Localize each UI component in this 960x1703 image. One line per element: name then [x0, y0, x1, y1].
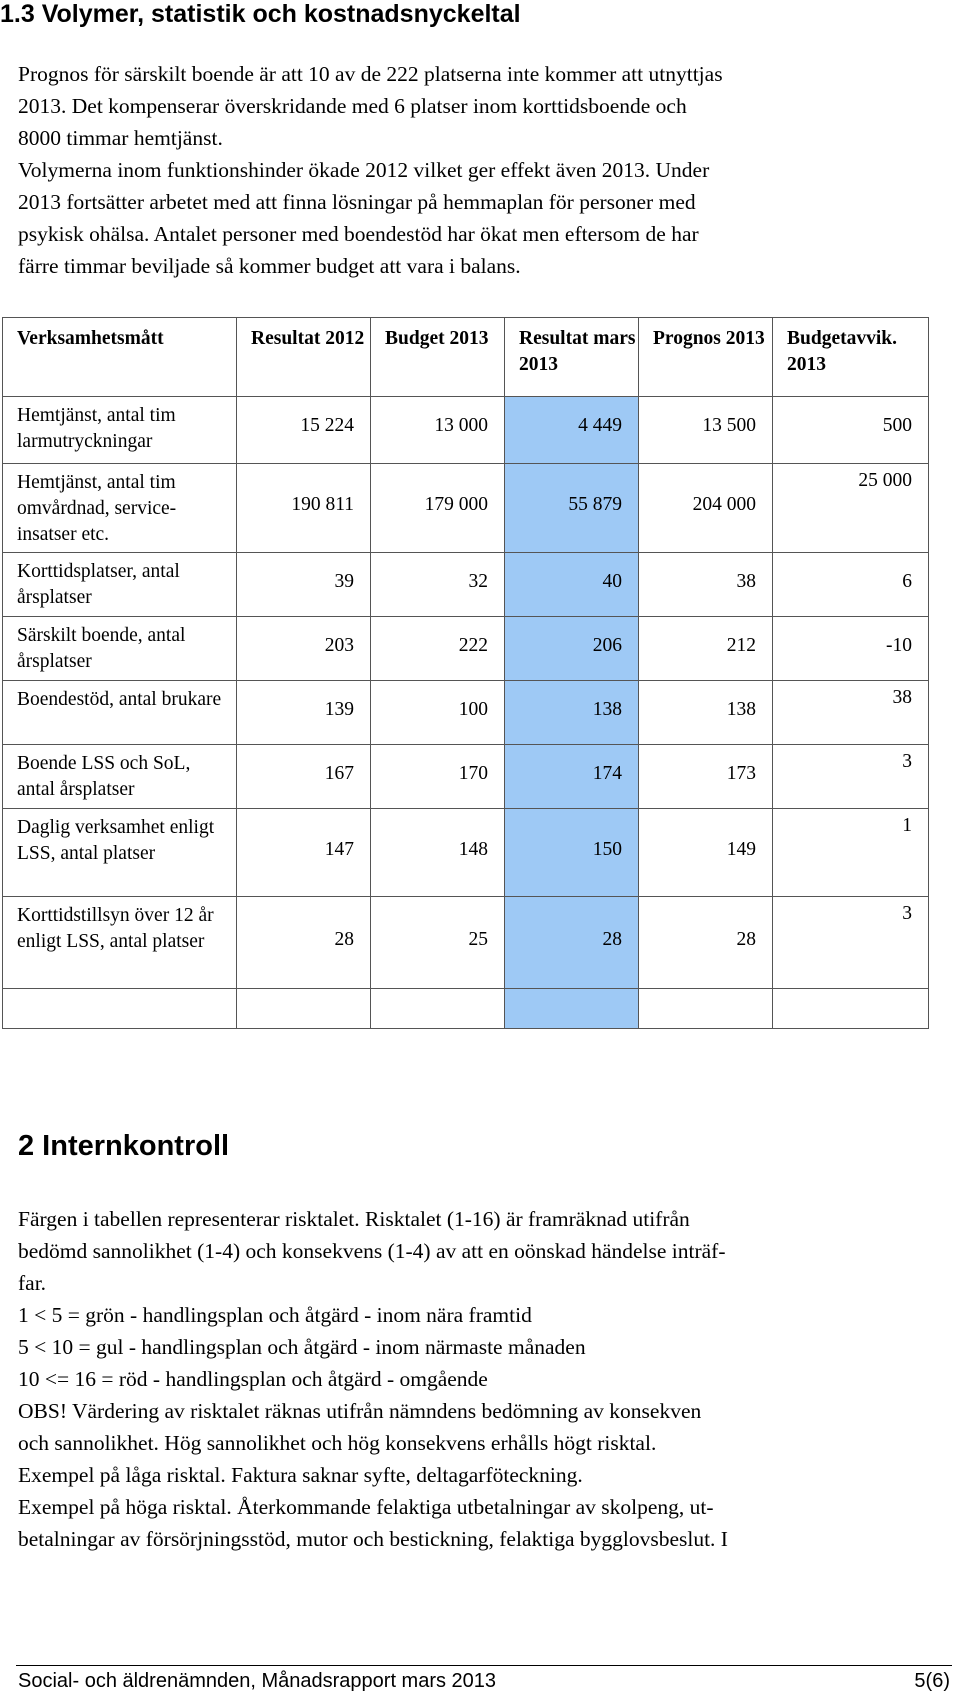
value-budgetavvik-2013: 3 [773, 745, 929, 809]
value-budgetavvik-2013: 25 000 [773, 464, 929, 553]
value-budgetavvik-2013: 3 [773, 897, 929, 989]
value-budget-2013: 222 [371, 617, 505, 681]
value-budgetavvik-2013: 500 [773, 397, 929, 464]
section-title: 1.3 Volymer, statistik och kostnadsnyckeltal [0, 0, 521, 28]
value-resultat-mars-2013: 174 [505, 745, 639, 809]
value-resultat-mars-2013: 150 [505, 809, 639, 897]
table-empty-row [3, 989, 929, 1029]
table-row [3, 681, 929, 745]
paragraph-line: 10 <= 16 = röd - handlingsplan och åtgärd - omgående [18, 1367, 488, 1391]
value-budget-2013: 170 [371, 745, 505, 809]
paragraph-line: far. [18, 1271, 47, 1295]
statistics-table [2, 317, 929, 1029]
value-prognos-2013: 173 [639, 745, 773, 809]
value-resultat-2012: 28 [237, 897, 371, 989]
intro-line: 8000 timmar hemtjänst. [18, 126, 223, 150]
value-budgetavvik-2013: 38 [773, 681, 929, 745]
value-prognos-2013: 13 500 [639, 397, 773, 464]
header-resultat-mars-2013: Resultat mars 2013 [505, 318, 639, 397]
value-budget-2013: 13 000 [371, 397, 505, 464]
header-verksamhetsmatt: Verksamhetsmått [3, 318, 237, 397]
paragraph-line: bedömd sannolikhet (1-4) och konsekvens (1-4) av att en oönskad händelse inträf- [18, 1239, 726, 1263]
table-row [3, 745, 929, 809]
empty-cell [773, 989, 929, 1029]
paragraph-line: Exempel på höga risktal. Återkommande felaktiga utbetalningar av skolpeng, ut- [18, 1495, 714, 1519]
row-label: Boende LSS och SoL, antal årsplatser [3, 745, 237, 809]
value-prognos-2013: 204 000 [639, 464, 773, 553]
table-row [3, 809, 929, 897]
value-budget-2013: 100 [371, 681, 505, 745]
header-resultat-2012: Resultat 2012 [237, 318, 371, 397]
section2-title: 2 Internkontroll [18, 1130, 230, 1162]
empty-cell [237, 989, 371, 1029]
row-label: Hemtjänst, antal tim omvårdnad, service-insatser etc. [3, 464, 237, 553]
value-budgetavvik-2013: 6 [773, 553, 929, 617]
value-budget-2013: 32 [371, 553, 505, 617]
row-label: Daglig verksamhet enligt LSS, antal platser [3, 809, 237, 897]
value-resultat-mars-2013: 206 [505, 617, 639, 681]
value-resultat-mars-2013: 4 449 [505, 397, 639, 464]
value-budgetavvik-2013: 1 [773, 809, 929, 897]
page-number: 5(6) [914, 1670, 950, 1692]
paragraph-line: 1 < 5 = grön - handlingsplan och åtgärd - inom nära framtid [18, 1303, 532, 1327]
header-budget-2013: Budget 2013 [371, 318, 505, 397]
empty-cell [371, 989, 505, 1029]
value-resultat-2012: 203 [237, 617, 371, 681]
footer-divider [16, 1665, 952, 1666]
row-label: Särskilt boende, antal årsplatser [3, 617, 237, 681]
table-row [3, 464, 929, 553]
paragraph-line: OBS! Värdering av risktalet räknas utifrån nämndens bedömning av konsekven [18, 1399, 702, 1423]
value-resultat-2012: 147 [237, 809, 371, 897]
paragraph-line: Exempel på låga risktal. Faktura saknar syfte, deltagarföteckning. [18, 1463, 583, 1487]
value-prognos-2013: 149 [639, 809, 773, 897]
value-prognos-2013: 28 [639, 897, 773, 989]
intro-line: psykisk ohälsa. Antalet personer med boendestöd har ökat men eftersom de har [18, 222, 699, 246]
value-resultat-mars-2013: 40 [505, 553, 639, 617]
value-resultat-2012: 15 224 [237, 397, 371, 464]
value-resultat-2012: 167 [237, 745, 371, 809]
paragraph-line: Färgen i tabellen representerar risktalet. Risktalet (1-16) är framräknad utifrån [18, 1207, 690, 1231]
intro-paragraph [18, 58, 723, 282]
value-resultat-mars-2013: 28 [505, 897, 639, 989]
value-budget-2013: 148 [371, 809, 505, 897]
value-resultat-2012: 190 811 [237, 464, 371, 553]
paragraph-line: 5 < 10 = gul - handlingsplan och åtgärd - inom närmaste månaden [18, 1335, 586, 1359]
table-row [3, 617, 929, 681]
row-label: Korttidstillsyn över 12 år enligt LSS, antal platser [3, 897, 237, 989]
table-row [3, 553, 929, 617]
paragraph-line: betalningar av försörjningsstöd, mutor och bestickning, felaktiga bygglovsbeslut. I [18, 1527, 728, 1551]
value-budget-2013: 25 [371, 897, 505, 989]
intro-line: Prognos för särskilt boende är att 10 av de 222 platserna inte kommer att utnyttjas [18, 62, 723, 86]
value-resultat-mars-2013: 138 [505, 681, 639, 745]
intro-line: 2013 fortsätter arbetet med att finna lösningar på hemmaplan för personer med [18, 190, 696, 214]
table-header-row [3, 318, 929, 397]
row-label: Boendestöd, antal brukare [3, 681, 237, 745]
value-resultat-mars-2013: 55 879 [505, 464, 639, 553]
intro-line: Volymerna inom funktionshinder ökade 2012 vilket ger effekt även 2013. Under [18, 158, 710, 182]
header-budgetavvik-2013: Budgetavvik. 2013 [773, 318, 929, 397]
row-label: Hemtjänst, antal tim larmutryckningar [3, 397, 237, 464]
internkontroll-paragraph [18, 1203, 728, 1555]
table-row [3, 897, 929, 989]
empty-cell [505, 989, 639, 1029]
intro-line: färre timmar beviljade så kommer budget att vara i balans. [18, 254, 521, 278]
value-budgetavvik-2013: -10 [773, 617, 929, 681]
value-prognos-2013: 212 [639, 617, 773, 681]
value-resultat-2012: 39 [237, 553, 371, 617]
paragraph-line: och sannolikhet. Hög sannolikhet och hög konsekvens erhålls högt risktal. [18, 1431, 657, 1455]
table-row [3, 397, 929, 464]
empty-cell [3, 989, 237, 1029]
value-prognos-2013: 138 [639, 681, 773, 745]
value-budget-2013: 179 000 [371, 464, 505, 553]
row-label: Korttidsplatser, antal årsplatser [3, 553, 237, 617]
value-resultat-2012: 139 [237, 681, 371, 745]
header-prognos-2013: Prognos 2013 [639, 318, 773, 397]
empty-cell [639, 989, 773, 1029]
intro-line: 2013. Det kompenserar överskridande med 6 platser inom korttidsboende och [18, 94, 687, 118]
value-prognos-2013: 38 [639, 553, 773, 617]
footer-title: Social- och äldrenämnden, Månadsrapport mars 2013 [18, 1670, 497, 1692]
